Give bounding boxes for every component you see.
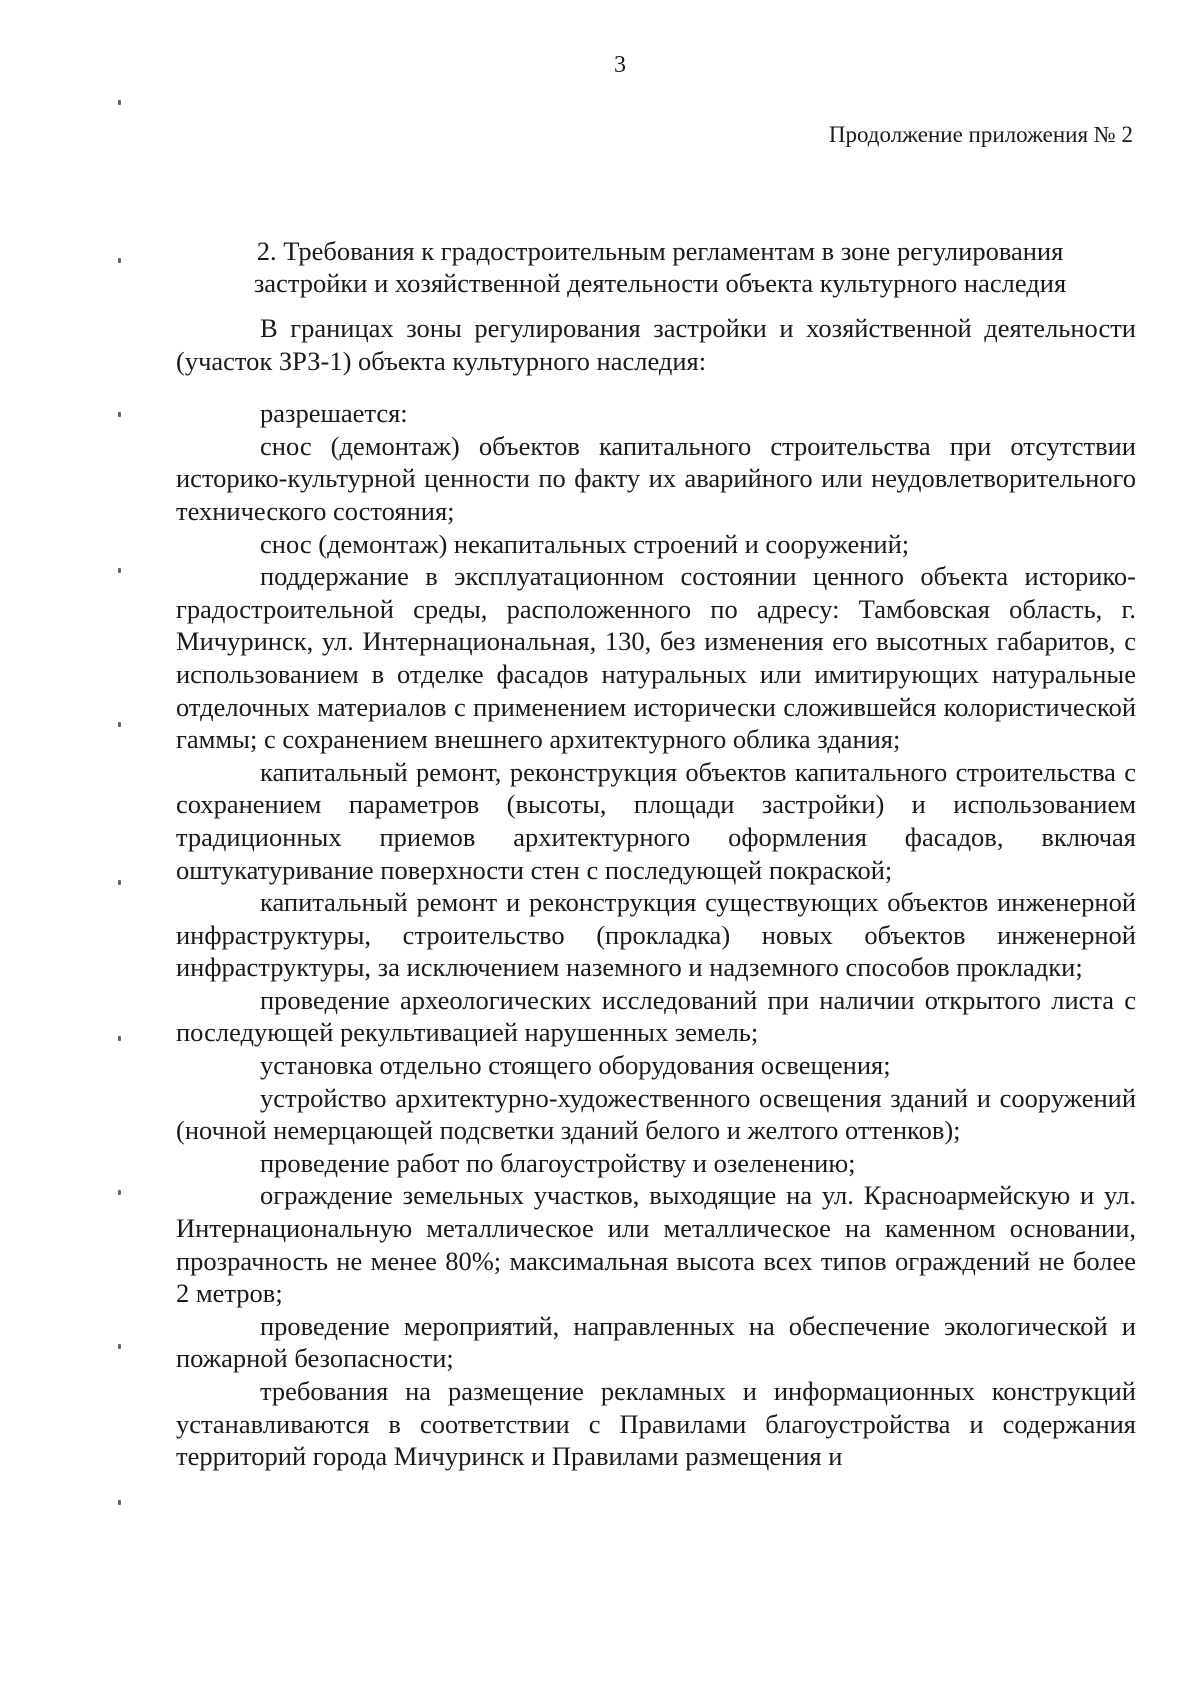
scan-margin-marks [118, 0, 138, 1694]
intro-paragraph: В границах зоны регулирования застройки и хозяйственной деятельности (участок ЗРЗ-1) объекта культурного наследия: [176, 313, 1136, 376]
scan-mark [118, 1500, 121, 1505]
list-item: ограждение земельных участков, выходящие на ул. Красноармейскую и ул. Интернациональную металлическое или металлическое на каменном основании, прозрачность не менее 80%; максимальная высота всех типов ограждений не более 2 метров; [176, 1180, 1136, 1309]
list-item: проведение работ по благоустройству и озеленению; [260, 1147, 856, 1178]
scan-mark [118, 1344, 121, 1349]
list-item: поддержание в эксплуатационном состоянии ценного объекта историко-градостроительной среды, расположенного по адресу: Тамбовская область, г. Мичуринск, ул. Интернациональная, 130, без изменения его высотных габаритов, с использованием в отделке фасадов натуральных или имитирующих натуральные отделочных материалов с применением исторически сложившейся колористической гаммы; с сохранением внешнего архитектурного облика здания; [176, 561, 1136, 755]
scan-mark [118, 568, 121, 573]
list-item: капитальный ремонт и реконструкция существующих объектов инженерной инфраструктуры, строительство (прокладка) новых объектов инженерной инфраструктуры, за исключением наземного и надземного способов прокладки; [176, 887, 1136, 983]
list-item: проведение мероприятий, направленных на обеспечение экологической и пожарной безопасности; [176, 1310, 1136, 1374]
section-heading: 2. Требования к градостроительным регламентам в зоне регулирования застройки и хозяйственной деятельности объекта культурного наследия [253, 236, 1067, 298]
list-item: установка отдельно стоящего оборудования освещения; [260, 1050, 891, 1081]
list-item: капитальный ремонт, реконструкция объектов капитального строительства с сохранением параметров (высоты, площади застройки) и использованием традиционных приемов архитектурного оформления фасадов, включая оштукатуривание поверхности стен с последующей покраской; [176, 756, 1136, 885]
list-item: проведение археологических исследований при наличии открытого листа с последующей рекультивацией нарушенных земель; [176, 984, 1136, 1048]
scan-mark [118, 722, 121, 727]
scan-mark [118, 258, 121, 263]
allowed-label: разрешается: [260, 398, 408, 429]
scan-mark [118, 1036, 121, 1041]
list-item: устройство архитектурно-художественного освещения зданий и сооружений (ночной немерцающей подсветки зданий белого и желтого оттенков); [176, 1082, 1136, 1146]
scan-mark [118, 100, 121, 105]
list-item: снос (демонтаж) объектов капитального строительства при отсутствии историко-культурной ценности по факту их аварийного или неудовлетворительного технического состояния; [176, 430, 1136, 526]
scan-mark [118, 1190, 121, 1195]
page-number: 3 [614, 52, 626, 78]
appendix-note: Продолжение приложения № 2 [828, 122, 1133, 147]
document-body [176, 312, 1136, 1473]
scan-mark [118, 412, 121, 417]
list-item: снос (демонтаж) некапитальных строений и сооружений; [260, 528, 910, 559]
scan-mark [118, 880, 121, 885]
list-item: требования на размещение рекламных и информационных конструкций устанавливаются в соответствии с Правилами благоустройства и содержания территорий города Мичуринск и Правилами размещения и [176, 1376, 1136, 1472]
